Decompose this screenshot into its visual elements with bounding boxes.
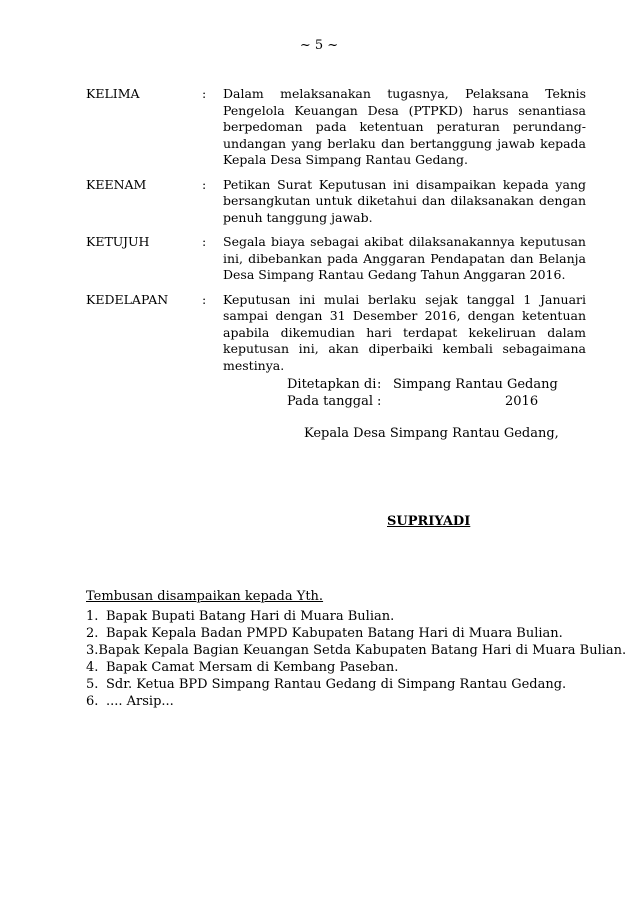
clause-title: KETUJUH: [86, 234, 150, 249]
list-item-text: Bapak Bupati Batang Hari di Muara Bulian.: [106, 609, 395, 624]
signatory-title: Kepala Desa Simpang Rantau Gedang,: [304, 426, 559, 441]
list-item-number: 6.: [86, 694, 99, 709]
clause-colon: :: [202, 86, 207, 101]
list-item-number: 1.: [86, 609, 99, 624]
decree-place-row: [287, 376, 558, 393]
list-item: [86, 608, 626, 625]
clause-keenam: [86, 177, 586, 227]
date-label: Pada tanggal: [287, 394, 374, 409]
list-item: [86, 676, 626, 693]
decree-date-row: [287, 393, 558, 410]
clause-ketujuh: [86, 234, 586, 284]
list-item-text: Bapak Camat Mersam di Kembang Paseban.: [106, 660, 399, 675]
clause-kedelapan: [86, 292, 586, 375]
list-item-number: 5.: [86, 677, 99, 692]
list-item-text: .... Arsip...: [106, 694, 174, 709]
clause-title: KEDELAPAN: [86, 291, 169, 307]
clause-colon: :: [202, 291, 207, 307]
clause-text: Keputusan ini mulai berlaku sejak tanggal 1 Januari sampai dengan 31 Desember 2016, dengan ketentuan apabila dikemudian hari terdapat kekeliruan dalam keputusan ini, akan diperbaiki kembali sebagaimana mestinya.: [223, 291, 586, 373]
decree-place-date: [287, 376, 558, 410]
clause-text: Segala biaya sebagai akibat dilaksanakannya keputusan ini, dibebankan pada Anggaran Pendapatan dan Belanja Desa Simpang Rantau Gedang Tahun Anggaran 2016.: [223, 234, 586, 282]
list-item-text: Sdr. Ketua BPD Simpang Rantau Gedang di Simpang Rantau Gedang.: [106, 677, 567, 692]
place-colon: :: [377, 377, 382, 392]
page-number: ~ 5 ~: [299, 38, 339, 53]
list-item-number: 4.: [86, 660, 99, 675]
list-item-text: Bapak Kepala Badan PMPD Kabupaten Batang Hari di Muara Bulian.: [106, 626, 563, 641]
clause-title: KEENAM: [86, 176, 147, 192]
date-colon: :: [377, 394, 382, 409]
clause-colon: :: [202, 234, 207, 249]
clause-text: Petikan Surat Keputusan ini disampaikan kepada yang bersangkutan untuk diketahui dan dilaksanakan dengan penuh tanggung jawab.: [223, 176, 586, 225]
list-item-number: 3.: [86, 643, 99, 658]
list-item-number: 2.: [86, 626, 99, 641]
list-item: [86, 642, 626, 659]
list-item-text: Bapak Kepala Bagian Keuangan Setda Kabupaten Batang Hari di Muara Bulian.: [98, 643, 627, 658]
list-item: [86, 693, 626, 710]
clause-kelima: [86, 86, 586, 169]
list-item: [86, 625, 626, 642]
clause-title: KELIMA: [86, 86, 140, 101]
place-value: Simpang Rantau Gedang: [393, 377, 558, 392]
clause-text: Dalam melaksanakan tugasnya, Pelaksana Teknis Pengelola Keuangan Desa (PTPKD) harus senantiasa berpedoman pada ketentuan peraturan perundang-undangan yang berlaku dan bertanggung jawab kepada Kepala Desa Simpang Rantau Gedang.: [223, 86, 586, 167]
place-label: Ditetapkan di: [287, 377, 377, 392]
signatory-name: SUPRIYADI: [387, 514, 471, 529]
decision-clauses: [86, 86, 586, 382]
list-item: [86, 659, 626, 676]
date-year: 2016: [505, 394, 539, 409]
carbon-copy-heading: Tembusan disampaikan kepada Yth.: [86, 589, 324, 604]
carbon-copy-list: [86, 608, 626, 710]
clause-colon: :: [202, 176, 207, 192]
